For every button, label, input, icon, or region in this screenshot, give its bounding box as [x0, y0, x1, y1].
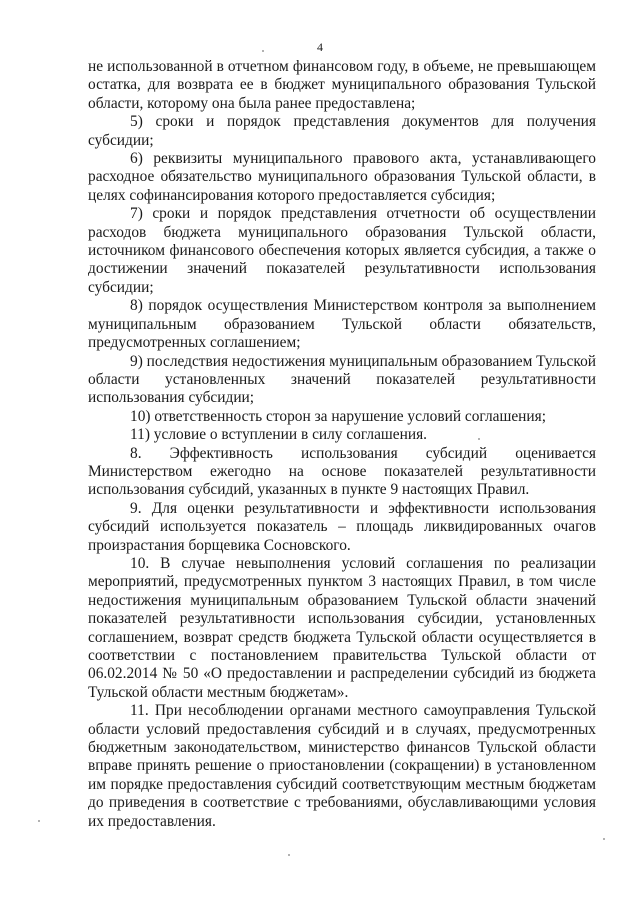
page-number: 4 — [317, 40, 323, 54]
list-item-5: 5) сроки и порядок представления документов для получения субсидии; — [88, 113, 596, 149]
list-item-8: 8) порядок осуществления Министерством контроля за выполнением муниципальным образованием Тульской области обязательств, предусмотренных соглашением; — [88, 297, 596, 352]
scan-speck — [38, 820, 40, 822]
scan-speck — [288, 854, 290, 856]
clause-8: 8. Эффективность использования субсидий оценивается Министерством ежегодно на основе показателей результативности использования субсидий, указанных в пункте 9 настоящих Правил. — [88, 444, 596, 499]
clause-9: 9. Для оценки результативности и эффективности использования субсидий используется показатель – площадь ликвидированных очагов произрастания борщевика Сосновского. — [88, 499, 596, 554]
clause-10: 10. В случае невыполнения условий соглашения по реализации мероприятий, предусмотренных пунктом 3 настоящих Правил, в том числе недостижения муниципальным образованием Тульской области значений показателей результативности использования субсидии, установленных соглашением, возврат средств бюджета Тульской области осуществляется в соответствии с постановлением правительства Тульской области от 06.02.2014 № 50 «О предоставлении и распределении субсидий из бюджета Тульской области местным бюджетам». — [88, 554, 596, 701]
list-item-7: 7) сроки и порядок представления отчетности об осуществлении расходов бюджета муниципального образования Тульской области, источником финансового обеспечения которых является субсидия, а также о достижении значений показателей результативности использования субсидии; — [88, 205, 596, 296]
list-item-9: 9) последствия недостижения муниципальным образованием Тульской области установленных значений показателей результативности использования субсидии; — [88, 352, 596, 407]
scan-speck — [603, 838, 605, 840]
scan-speck — [478, 438, 480, 440]
paragraph-continuation: не использованной в отчетном финансовом году, в объеме, не превышающем остатка, для возврата ее в бюджет муниципального образования Тульской области, которому она была ранее предоставлена; — [88, 58, 596, 112]
list-item-10: 10) ответственность сторон за нарушение условий соглашения; — [130, 407, 546, 425]
clause-11: 11. При несоблюдении органами местного самоуправления Тульской области условий предоставления субсидий и в случаях, предусмотренных бюджетным законодательством, министерство финансов Тульской области вправе принять решение о приостановлении (сокращении) в установленном им порядке предоставления субсидий соответствующим местным бюджетам до приведения в соответствие с требованиями, обуславливающими условия их предоставления. — [88, 702, 596, 830]
document-body — [88, 58, 596, 831]
list-item-6: 6) реквизиты муниципального правового акта, устанавливающего расходное обязательство муниципального образования Тульской области, в целях софинансирования которого предоставляется субсидия; — [88, 150, 596, 204]
scan-speck — [262, 50, 264, 52]
list-item-11: 11) условие о вступлении в силу соглашения. — [130, 426, 428, 444]
